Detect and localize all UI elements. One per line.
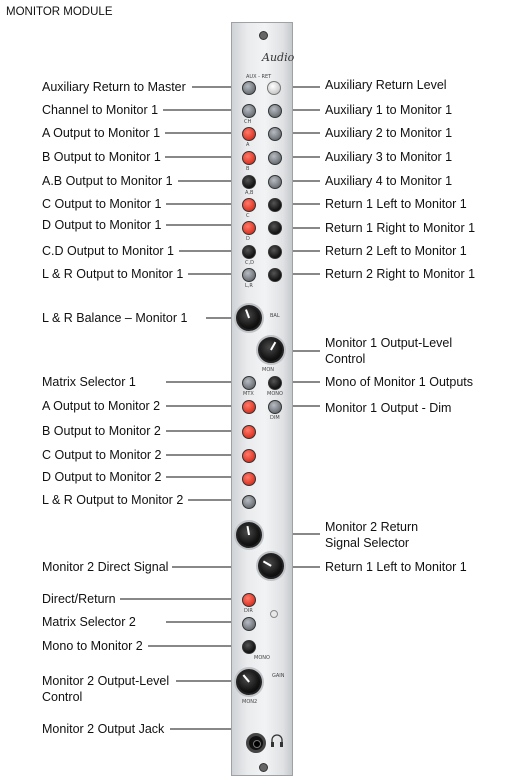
label-mon2-level-1: Monitor 2 Output-Level — [42, 674, 170, 688]
b-out-to-mon2-button[interactable] — [242, 425, 256, 439]
cd-marking: C,D — [245, 260, 254, 266]
label-d-out-mon2: D Output to Monitor 2 — [42, 470, 162, 484]
aux1-to-mon1-button[interactable] — [268, 104, 282, 118]
label-cd-out-mon1: C.D Output to Monitor 1 — [42, 244, 175, 258]
label-aux3-mon1: Auxiliary 3 to Monitor 1 — [325, 150, 453, 164]
lr-balance-mon1-knob[interactable] — [236, 305, 262, 331]
label-mon2-direct: Monitor 2 Direct Signal — [42, 560, 169, 574]
direct-return-button[interactable] — [242, 593, 256, 607]
aux-ret-marking: AUX - RET — [246, 74, 272, 80]
dir-marking: DIR — [244, 608, 253, 614]
mono-to-mon2-button[interactable] — [242, 640, 256, 654]
aux3-to-mon1-button[interactable] — [268, 151, 282, 165]
channel-to-mon1-button[interactable] — [242, 104, 256, 118]
headphone-icon — [270, 733, 284, 749]
status-led-icon — [270, 610, 278, 618]
mono-mon1-button[interactable] — [268, 376, 282, 390]
b-marking: B — [246, 166, 250, 172]
mon2-direct-signal-knob[interactable] — [236, 522, 262, 548]
label-c-out-mon1: C Output to Monitor 1 — [42, 197, 162, 211]
ab-marking: A,B — [245, 190, 254, 196]
lr-out-to-mon2-button[interactable] — [242, 495, 256, 509]
matrix-selector-2-button[interactable] — [242, 617, 256, 631]
label-aux4-mon1: Auxiliary 4 to Monitor 1 — [325, 174, 453, 188]
label-aux-return-level: Auxiliary Return Level — [325, 78, 447, 92]
mon1-dim-button[interactable] — [268, 400, 282, 414]
ret1-right-to-mon1-button[interactable] — [268, 221, 282, 235]
c-out-to-mon2-button[interactable] — [242, 449, 256, 463]
c-marking: C — [246, 213, 250, 219]
mon-marking: MON — [262, 367, 274, 373]
label-direct-return: Direct/Return — [42, 592, 116, 606]
mon2-return-selector-knob[interactable] — [258, 553, 284, 579]
label-mon2-level-2: Control — [42, 690, 83, 704]
cd-out-to-mon1-button[interactable] — [242, 245, 256, 259]
brand-logo: Audio — [262, 51, 295, 64]
label-ret2-right-mon1: Return 2 Right to Monitor 1 — [325, 267, 476, 281]
ret2-left-to-mon1-button[interactable] — [268, 245, 282, 259]
label-ret2-left-mon1: Return 2 Left to Monitor 1 — [325, 244, 467, 258]
mon1-output-level-knob[interactable] — [258, 337, 284, 363]
label-channel-mon1: Channel to Monitor 1 — [42, 103, 159, 117]
d-out-to-mon2-button[interactable] — [242, 472, 256, 486]
label-mon2-ret-sel-1: Monitor 2 Return — [325, 520, 419, 534]
label-ret1-right-mon1: Return 1 Right to Monitor 1 — [325, 221, 476, 235]
ret1-left-to-mon1-button[interactable] — [268, 198, 282, 212]
c-out-to-mon1-button[interactable] — [242, 198, 256, 212]
mono-marking: MONO — [267, 391, 283, 397]
matrix-selector-1-button[interactable] — [242, 376, 256, 390]
gain-marking: GAIN — [272, 673, 285, 679]
label-b-out-mon1: B Output to Monitor 1 — [42, 150, 161, 164]
aux4-to-mon1-button[interactable] — [268, 175, 282, 189]
a-marking: A — [246, 142, 250, 148]
a-out-to-mon2-button[interactable] — [242, 400, 256, 414]
aux2-to-mon1-button[interactable] — [268, 127, 282, 141]
label-b-out-mon2: B Output to Monitor 2 — [42, 424, 161, 438]
label-ret1-left-mon1-b: Return 1 Left to Monitor 1 — [325, 560, 467, 574]
d-out-to-mon1-button[interactable] — [242, 221, 256, 235]
label-mono-mon2: Mono to Monitor 2 — [42, 639, 143, 653]
lr-out-to-mon1-button[interactable] — [242, 268, 256, 282]
ret2-right-to-mon1-button[interactable] — [268, 268, 282, 282]
a-out-to-mon1-button[interactable] — [242, 127, 256, 141]
top-screw-icon — [259, 31, 268, 40]
label-mono-mon1: Mono of Monitor 1 Outputs — [325, 375, 473, 389]
label-ab-out-mon1: A.B Output to Monitor 1 — [42, 174, 173, 188]
label-mon1-level-2: Control — [325, 352, 366, 366]
label-lr-balance-mon1: L & R Balance – Monitor 1 — [42, 311, 188, 325]
monitor-module-panel — [231, 22, 293, 776]
label-d-out-mon1: D Output to Monitor 1 — [42, 218, 162, 232]
dim-marking: DIM — [270, 415, 280, 421]
label-a-out-mon2: A Output to Monitor 2 — [42, 399, 161, 413]
label-mon2-jack: Monitor 2 Output Jack — [42, 722, 165, 736]
label-c-out-mon2: C Output to Monitor 2 — [42, 448, 162, 462]
label-mon1-level-1: Monitor 1 Output-Level — [325, 336, 453, 350]
aux-return-level-knob[interactable] — [267, 81, 281, 95]
label-matrix-sel2: Matrix Selector 2 — [42, 615, 136, 629]
label-aux-return-master: Auxiliary Return to Master — [42, 80, 186, 94]
mono2-marking: MONO — [254, 655, 270, 661]
label-mon1-dim: Monitor 1 Output - Dim — [325, 401, 452, 415]
diagram-title: MONITOR MODULE — [6, 6, 113, 18]
b-out-to-mon1-button[interactable] — [242, 151, 256, 165]
mon2-marking: MON2 — [242, 699, 258, 705]
label-lr-out-mon2: L & R Output to Monitor 2 — [42, 493, 184, 507]
label-ret1-left-mon1: Return 1 Left to Monitor 1 — [325, 197, 467, 211]
d-marking: D — [246, 236, 250, 242]
label-mon2-ret-sel-2: Signal Selector — [325, 536, 410, 550]
mon2-output-level-knob[interactable] — [236, 669, 262, 695]
bottom-screw-icon — [259, 763, 268, 772]
ch-marking: CH — [244, 119, 252, 125]
label-matrix-sel1: Matrix Selector 1 — [42, 375, 136, 389]
label-aux1-mon1: Auxiliary 1 to Monitor 1 — [325, 103, 453, 117]
mtx-marking: MTX — [243, 391, 254, 397]
mon2-output-jack[interactable] — [246, 733, 266, 753]
label-lr-out-mon1: L & R Output to Monitor 1 — [42, 267, 184, 281]
lr-marking: L,R — [245, 283, 253, 289]
label-aux2-mon1: Auxiliary 2 to Monitor 1 — [325, 126, 453, 140]
bal-marking: BAL — [270, 313, 280, 319]
label-a-out-mon1: A Output to Monitor 1 — [42, 126, 161, 140]
aux-return-to-master-button[interactable] — [242, 81, 256, 95]
ab-out-to-mon1-button[interactable] — [242, 175, 256, 189]
